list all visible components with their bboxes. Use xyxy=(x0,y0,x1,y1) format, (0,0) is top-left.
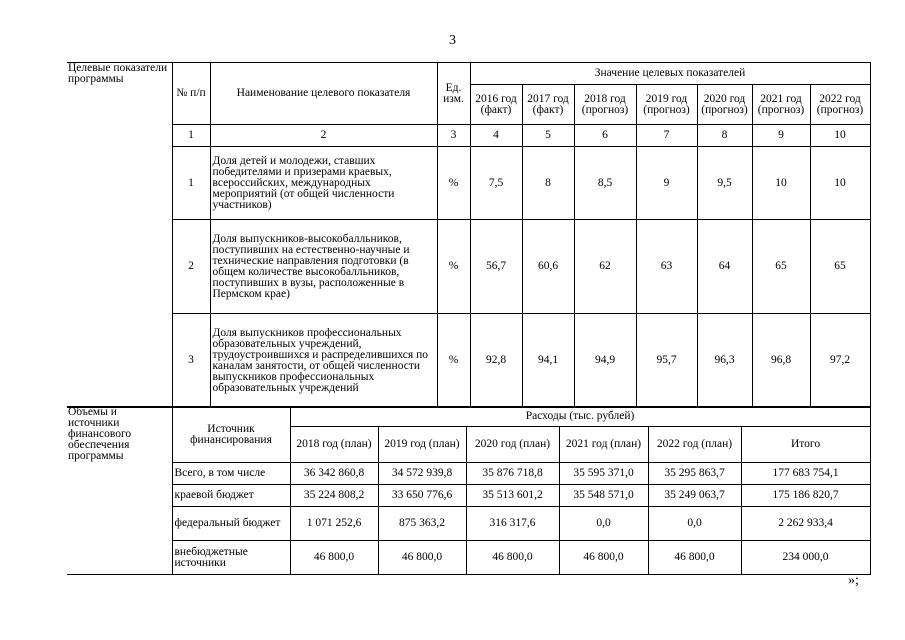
financing-row xyxy=(67,541,870,575)
indicator-value: 9,5 xyxy=(697,147,752,220)
header-plan-year: 2021 год (план) xyxy=(559,427,648,463)
target-indicators-table xyxy=(67,62,871,408)
header-year: 2019 год (прогноз) xyxy=(636,85,697,125)
indicator-unit: % xyxy=(437,220,470,314)
financing-row xyxy=(67,507,870,541)
indicator-unit: % xyxy=(437,147,470,220)
header-year: 2020 год (прогноз) xyxy=(697,85,752,125)
indicator-value: 95,7 xyxy=(636,314,697,408)
financing-table xyxy=(67,406,871,575)
header-year: 2018 год (прогноз) xyxy=(574,85,636,125)
header-plan-year: 2020 год (план) xyxy=(466,427,559,463)
amount: 35 295 863,7 xyxy=(648,463,741,485)
header-year: 2017 год (факт) xyxy=(522,85,574,125)
header-num: № п/п xyxy=(172,63,210,125)
amount: 35 548 571,0 xyxy=(559,485,648,507)
indicator-value: 94,9 xyxy=(574,314,636,408)
header-expenses: Расходы (тыс. рублей) xyxy=(290,407,870,427)
amount: 35 249 063,7 xyxy=(648,485,741,507)
financing-row xyxy=(67,485,870,507)
amount: 46 800,0 xyxy=(290,541,378,575)
amount: 0,0 xyxy=(559,507,648,541)
indicator-value: 9 xyxy=(636,147,697,220)
indicator-value: 92,8 xyxy=(470,314,522,408)
indicator-value: 65 xyxy=(810,220,870,314)
column-number: 9 xyxy=(752,125,810,147)
indicator-unit: % xyxy=(437,314,470,408)
header-indicator-name: Наименование целевого показателя xyxy=(210,63,437,125)
indicator-value: 63 xyxy=(636,220,697,314)
indicator-value: 97,2 xyxy=(810,314,870,408)
funding-source: краевой бюджет xyxy=(172,485,290,507)
column-number: 5 xyxy=(522,125,574,147)
column-number: 6 xyxy=(574,125,636,147)
indicator-value: 7,5 xyxy=(470,147,522,220)
indicator-value: 62 xyxy=(574,220,636,314)
financing-section-label: Объемы и источники финансового обеспечения программы xyxy=(67,407,172,575)
amount: 35 876 718,8 xyxy=(466,463,559,485)
indicator-value: 96,3 xyxy=(697,314,752,408)
indicator-value: 56,7 xyxy=(470,220,522,314)
amount: 0,0 xyxy=(648,507,741,541)
indicator-name: Доля детей и молодежи, ставших победителями и призерами краевых, всероссийских, международных мероприятий (от общей численности участников) xyxy=(210,147,437,220)
financing-row xyxy=(67,463,870,485)
indicator-name: Доля выпускников профессиональных образовательных учреждений, трудоустроившихся и распределившихся по каналам занятости, от общей численности выпускников профессиональных образовательных учреждений xyxy=(210,314,437,408)
header-values-group: Значение целевых показателей xyxy=(470,63,870,85)
indicator-value: 96,8 xyxy=(752,314,810,408)
funding-source: федеральный бюджет xyxy=(172,507,290,541)
amount: 1 071 252,6 xyxy=(290,507,378,541)
amount: 234 000,0 xyxy=(741,541,870,575)
amount: 35 224 808,2 xyxy=(290,485,378,507)
amount: 875 363,2 xyxy=(378,507,466,541)
page-number: 3 xyxy=(449,33,456,48)
header-total: Итого xyxy=(741,427,870,463)
column-number: 2 xyxy=(210,125,437,147)
funding-source: внебюджетные источники xyxy=(172,541,290,575)
column-number: 1 xyxy=(172,125,210,147)
amount: 33 650 776,6 xyxy=(378,485,466,507)
header-year: 2016 год (факт) xyxy=(470,85,522,125)
closing-mark: »; xyxy=(848,573,859,588)
indicator-row xyxy=(67,314,870,408)
funding-source: Всего, в том числе xyxy=(172,463,290,485)
indicator-value: 65 xyxy=(752,220,810,314)
amount: 36 342 860,8 xyxy=(290,463,378,485)
amount: 2 262 933,4 xyxy=(741,507,870,541)
column-number: 4 xyxy=(470,125,522,147)
amount: 46 800,0 xyxy=(559,541,648,575)
amount: 35 595 371,0 xyxy=(559,463,648,485)
indicator-value: 10 xyxy=(752,147,810,220)
header-plan-year: 2022 год (план) xyxy=(648,427,741,463)
header-funding-source: Источник финансирования xyxy=(172,407,290,463)
amount: 46 800,0 xyxy=(648,541,741,575)
indicator-name: Доля выпускников-высокобалльников, поступивших на естественно-научные и технические направления подготовки (в общем количестве высокобалльников, поступивших в вузы, расположенные в Пермском крае) xyxy=(210,220,437,314)
indicator-value: 8 xyxy=(522,147,574,220)
indicator-num: 1 xyxy=(172,147,210,220)
indicators-section-label: Целевые показатели программы xyxy=(67,63,172,408)
amount: 46 800,0 xyxy=(466,541,559,575)
header-year: 2022 год (прогноз) xyxy=(810,85,870,125)
amount: 34 572 939,8 xyxy=(378,463,466,485)
column-number: 7 xyxy=(636,125,697,147)
amount: 35 513 601,2 xyxy=(466,485,559,507)
column-number: 10 xyxy=(810,125,870,147)
column-number: 3 xyxy=(437,125,470,147)
amount: 177 683 754,1 xyxy=(741,463,870,485)
amount: 46 800,0 xyxy=(378,541,466,575)
header-plan-year: 2018 год (план) xyxy=(290,427,378,463)
indicator-value: 10 xyxy=(810,147,870,220)
indicator-value: 64 xyxy=(697,220,752,314)
indicator-value: 94,1 xyxy=(522,314,574,408)
indicator-value: 60,6 xyxy=(522,220,574,314)
column-number: 8 xyxy=(697,125,752,147)
amount: 175 186 820,7 xyxy=(741,485,870,507)
indicator-row xyxy=(67,147,870,220)
indicator-num: 2 xyxy=(172,220,210,314)
header-unit: Ед. изм. xyxy=(437,63,470,125)
header-year: 2021 год (прогноз) xyxy=(752,85,810,125)
indicator-row xyxy=(67,220,870,314)
amount: 316 317,6 xyxy=(466,507,559,541)
indicator-value: 8,5 xyxy=(574,147,636,220)
header-plan-year: 2019 год (план) xyxy=(378,427,466,463)
indicator-num: 3 xyxy=(172,314,210,408)
